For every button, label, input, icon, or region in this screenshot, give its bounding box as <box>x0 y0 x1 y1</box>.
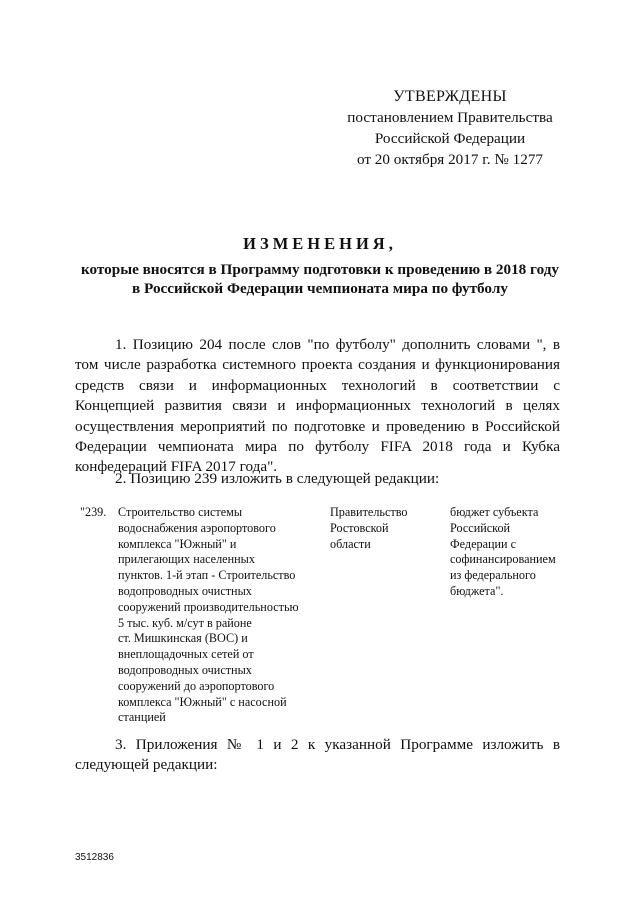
object-line: комплекса "Южный" с насосной <box>118 694 287 709</box>
object-line: внеплощадочных сетей от <box>118 647 254 662</box>
object-line: сооружений производительностью <box>118 599 299 614</box>
paragraph-1: 1. Позицию 204 после слов "по футболу" дополнить словами ", в том числе разработка системного проекта создания и функционирования средств связи и информационных технологий в соответствии с Концепцией развития связи и информационных технологий в целях осуществления мероприятий по подготовке и проведению в Российской Федерации чемпионата мира по футболу FIFA 2018 года и Кубка конфедераций FIFA 2017 года". <box>75 336 560 476</box>
approval-heading: УТВЕРЖДЕНЫ <box>393 88 507 105</box>
object-line: станцией <box>118 710 166 725</box>
funding-line: Российской <box>450 520 511 535</box>
object-line: комплекса "Южный" и <box>118 536 237 551</box>
object-line: сооружений до аэропортового <box>118 678 275 693</box>
object-line: Строительство системы <box>118 505 243 519</box>
funding-line: бюджет субъекта <box>450 505 539 519</box>
approval-date-number: от 20 октября 2017 г. № 1277 <box>356 151 544 168</box>
funding-line: софинансированием <box>450 552 556 567</box>
funding-line: бюджета". <box>450 583 504 598</box>
position-responsible-cell <box>330 505 440 552</box>
responsible-line: области <box>330 536 371 551</box>
funding-line: Федерации с <box>450 536 517 551</box>
paragraph-2: 2. Позицию 239 изложить в следующей редакции: <box>115 470 440 487</box>
approval-stamp <box>330 86 570 170</box>
position-number: "239. <box>80 505 107 519</box>
object-line: водопроводных очистных <box>118 662 252 677</box>
subtitle-line: в Российской Федерации чемпионата мира по футболу <box>132 280 508 297</box>
position-funding-cell <box>450 505 580 600</box>
responsible-line: Правительство <box>330 505 408 519</box>
object-line: прилегающих населенных <box>118 552 255 567</box>
paragraph-3: 3. Приложения № 1 и 2 к указанной Программе изложить в следующей редакции: <box>75 736 560 774</box>
approval-line: постановлением Правительства <box>347 109 553 126</box>
funding-line: из федерального <box>450 568 536 583</box>
responsible-line: Ростовской <box>330 520 389 535</box>
object-line: 5 тыс. куб. м/сут в районе <box>118 615 252 630</box>
subtitle-line: которые вносятся в Программу подготовки к проведению в 2018 году <box>80 261 560 278</box>
document-code: 3512836 <box>75 852 114 863</box>
object-line: водоснабжения аэропортового <box>118 520 276 535</box>
object-line: ст. Мишкинская (ВОС) и <box>118 631 248 646</box>
position-object-cell <box>118 505 323 726</box>
document-subtitle <box>40 260 600 298</box>
object-line: водопроводных очистных <box>118 583 252 598</box>
document-title: ИЗМЕНЕНИЯ, <box>243 234 397 253</box>
object-line: пунктов. 1-й этап - Строительство <box>118 568 296 583</box>
approval-line: Российской Федерации <box>374 130 526 147</box>
